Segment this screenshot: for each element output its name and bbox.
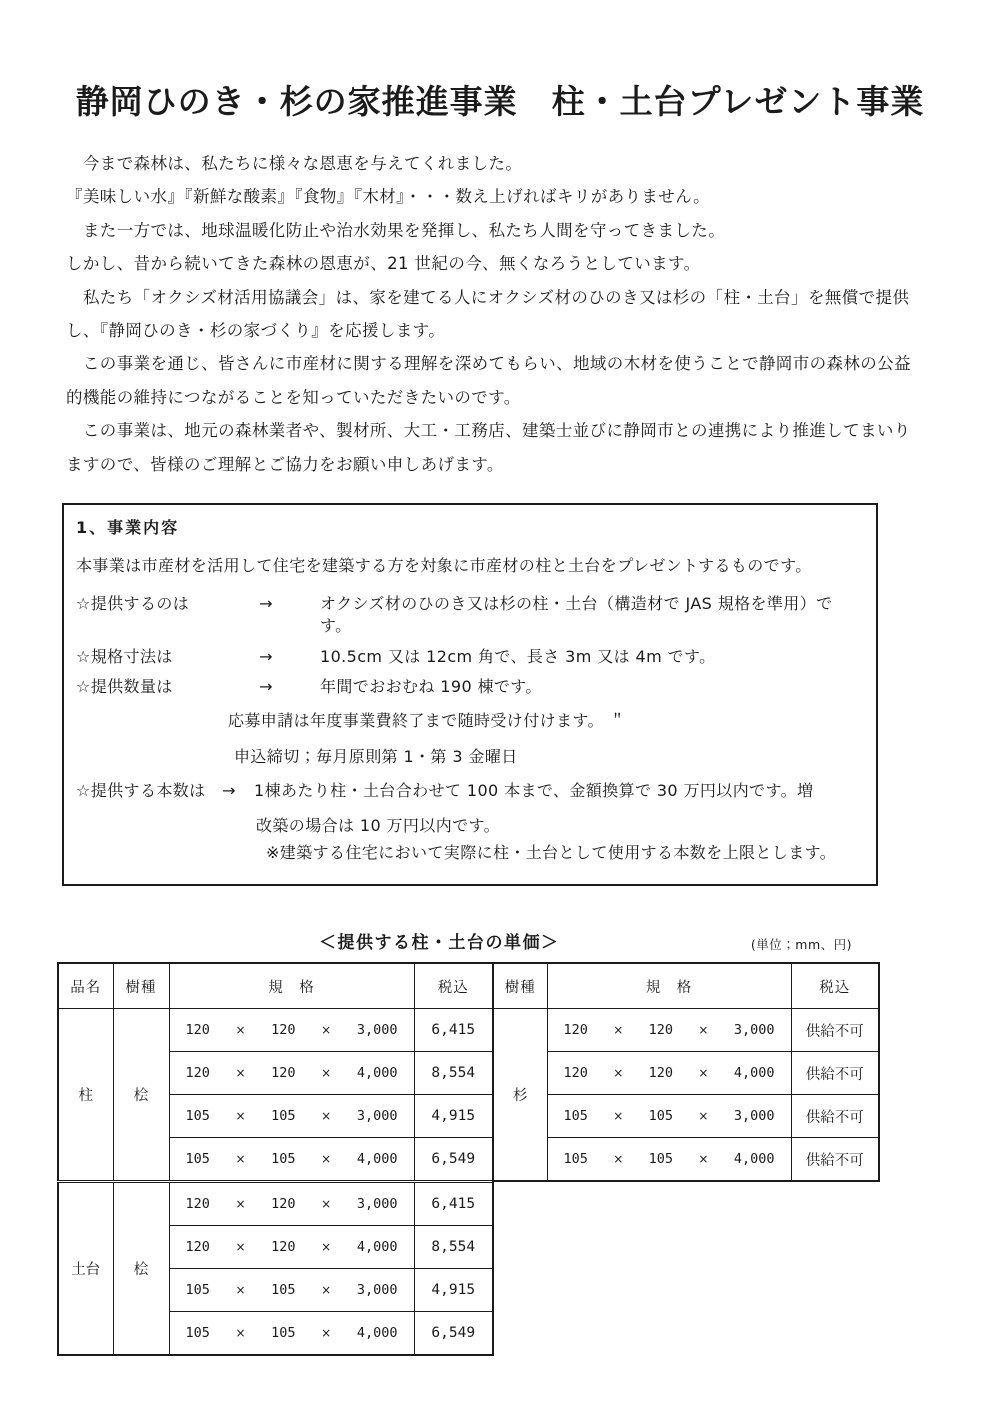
table-row xyxy=(493,1009,879,1052)
table-row xyxy=(58,1009,493,1052)
item-text: 1棟あたり柱・土台合わせて 100 本まで、金額換算で 30 万円以内です。増 xyxy=(254,781,814,801)
page-title: 静岡ひのき・杉の家推進事業 柱・土台プレゼント事業 xyxy=(75,82,925,121)
spec-cell: 120 × 120 × 4,000 xyxy=(169,1052,414,1095)
box-heading: 1、事業内容 xyxy=(76,518,180,538)
table-row xyxy=(493,1138,879,1182)
header-price: 税込 xyxy=(414,963,493,1009)
times-icon: × xyxy=(321,1240,332,1255)
times-icon: × xyxy=(235,1197,246,1212)
times-icon: × xyxy=(235,1109,246,1124)
body-line: この事業を通じ、皆さんに市産材に関する理解を深めてもらい、地域の木材を使うことで静岡市の森林の公益 xyxy=(66,354,911,374)
body-line: しかし、昔から続いてきた森林の恩恵が、21 世紀の今、無くなろうとしています。 xyxy=(66,254,701,274)
times-icon: × xyxy=(613,1023,624,1038)
header-species: 樹種 xyxy=(493,963,547,1009)
table-header-row xyxy=(493,963,879,1009)
item-label: ☆提供するのは xyxy=(76,594,190,614)
header-item: 品名 xyxy=(58,963,113,1009)
price-cell: 6,415 xyxy=(414,1009,493,1052)
spec-cell: 120 × 120 × 3,000 xyxy=(169,1009,414,1052)
price-cell: 供給不可 xyxy=(791,1095,879,1138)
price-cell: 6,549 xyxy=(414,1312,493,1356)
spec-cell: 105 × 105 × 4,000 xyxy=(169,1138,414,1182)
price-table-sugi xyxy=(492,962,880,1182)
times-icon: × xyxy=(321,1066,332,1081)
times-icon: × xyxy=(698,1023,709,1038)
arrow-icon: → xyxy=(259,677,273,697)
times-icon: × xyxy=(235,1023,246,1038)
spec-cell: 105 × 105 × 3,000 xyxy=(169,1095,414,1138)
deadline-note: 申込締切；毎月原則第 1・第 3 金曜日 xyxy=(234,747,518,767)
price-cell: 8,554 xyxy=(414,1052,493,1095)
item-label: ☆規格寸法は xyxy=(76,647,173,667)
project-details-box xyxy=(62,503,878,886)
times-icon: × xyxy=(235,1066,246,1081)
times-icon: × xyxy=(321,1197,332,1212)
spec-cell: 120 × 120 × 4,000 xyxy=(547,1052,791,1095)
price-table-title: ＜提供する柱・土台の単価＞ xyxy=(319,933,560,954)
arrow-icon: → xyxy=(259,647,273,667)
times-icon: × xyxy=(613,1066,624,1081)
price-table-hinoki xyxy=(57,962,494,1356)
arrow-icon: → xyxy=(222,781,236,801)
item-label: ☆提供数量は xyxy=(76,677,173,697)
times-icon: × xyxy=(321,1109,332,1124)
header-spec: 規 格 xyxy=(547,963,791,1009)
price-cell: 8,554 xyxy=(414,1226,493,1269)
item-name: 柱 xyxy=(58,1009,113,1182)
body-line: 私たち「オクシズ材活用協議会」は、家を建てる人にオクシズ材のひのき又は杉の「柱・土台」を無償で提供 xyxy=(66,287,910,307)
header-species: 樹種 xyxy=(113,963,169,1009)
box-intro: 本事業は市産材を活用して住宅を建築する方を対象に市産材の柱と土台をプレゼントするものです。 xyxy=(76,556,812,576)
table-row xyxy=(493,1052,879,1095)
spec-cell: 120 × 120 × 3,000 xyxy=(169,1182,414,1226)
price-cell: 4,915 xyxy=(414,1095,493,1138)
unit-note: (単位；mm、円) xyxy=(750,937,852,953)
body-line: また一方では、地球温暖化防止や治水効果を発揮し、私たち人間を守ってきました。 xyxy=(66,220,726,240)
intro-paragraphs xyxy=(66,147,942,481)
price-cell: 4,915 xyxy=(414,1269,493,1312)
application-note: 応募申請は年度事業費終了まで随時受け付けます。 ＂ xyxy=(228,711,626,731)
body-line: 的機能の維持につながることを知っていただきたいのです。 xyxy=(66,387,521,407)
table-header-row xyxy=(58,963,493,1009)
spec-cell: 120 × 120 × 4,000 xyxy=(169,1226,414,1269)
price-cell: 6,415 xyxy=(414,1182,493,1226)
header-price: 税込 xyxy=(791,963,879,1009)
price-cell: 供給不可 xyxy=(791,1052,879,1095)
price-cell: 6,549 xyxy=(414,1138,493,1182)
times-icon: × xyxy=(698,1152,709,1167)
times-icon: × xyxy=(321,1326,332,1341)
body-line: ますので、皆様のご理解とご協力をお願い申しあげます。 xyxy=(66,454,504,474)
times-icon: × xyxy=(235,1240,246,1255)
times-icon: × xyxy=(235,1326,246,1341)
spec-cell: 105 × 105 × 4,000 xyxy=(547,1138,791,1182)
body-line: この事業は、地元の森林業者や、製材所、大工・工務店、建築士並びに静岡市との連携により推進してまいり xyxy=(66,421,911,441)
provision-item-size xyxy=(76,646,864,668)
spec-cell: 120 × 120 × 3,000 xyxy=(547,1009,791,1052)
header-spec: 規 格 xyxy=(169,963,414,1009)
times-icon: × xyxy=(235,1152,246,1167)
body-line: 『美味しい水』『新鮮な酸素』『食物』『木材』・・・数え上げればキリがありません。 xyxy=(66,187,710,207)
limit-note: ※建築する住宅において実際に柱・土台として使用する本数を上限とします。 xyxy=(266,843,837,863)
spec-cell: 105 × 105 × 4,000 xyxy=(169,1312,414,1356)
item-label: ☆提供する本数は xyxy=(76,781,206,801)
item-text: 年間でおおむね 190 棟です。 xyxy=(320,677,542,697)
table-row xyxy=(58,1182,493,1226)
species-name: 杉 xyxy=(493,1009,547,1182)
body-line: し、『静岡ひのき・杉の家づくり』を応援します。 xyxy=(66,321,446,341)
price-tables xyxy=(57,962,878,1348)
times-icon: × xyxy=(613,1109,624,1124)
times-icon: × xyxy=(613,1152,624,1167)
times-icon: × xyxy=(321,1283,332,1298)
spec-cell: 105 × 105 × 3,000 xyxy=(169,1269,414,1312)
species-name: 桧 xyxy=(113,1182,169,1356)
times-icon: × xyxy=(321,1023,332,1038)
times-icon: × xyxy=(321,1152,332,1167)
provision-item-count xyxy=(76,780,864,802)
item-text: オクシズ材のひのき又は杉の柱・土台（構造材で JAS 規格を準用）です。 xyxy=(320,594,833,636)
price-cell: 供給不可 xyxy=(791,1138,879,1182)
body-line: 今まで森林は、私たちに様々な恩恵を与えてくれました。 xyxy=(66,154,523,173)
times-icon: × xyxy=(698,1066,709,1081)
provision-item-quantity xyxy=(76,676,864,698)
times-icon: × xyxy=(698,1109,709,1124)
provision-item-what xyxy=(76,593,864,637)
count-continuation: 改築の場合は 10 万円以内です。 xyxy=(256,816,501,836)
table-caption-row xyxy=(57,928,878,954)
arrow-icon: → xyxy=(259,594,273,614)
item-text: 10.5cm 又は 12cm 角で、長さ 3m 又は 4m です。 xyxy=(320,647,716,667)
table-row xyxy=(493,1095,879,1138)
spec-cell: 105 × 105 × 3,000 xyxy=(547,1095,791,1138)
times-icon: × xyxy=(235,1283,246,1298)
item-name: 土台 xyxy=(58,1182,113,1356)
species-name: 桧 xyxy=(113,1009,169,1182)
price-cell: 供給不可 xyxy=(791,1009,879,1052)
